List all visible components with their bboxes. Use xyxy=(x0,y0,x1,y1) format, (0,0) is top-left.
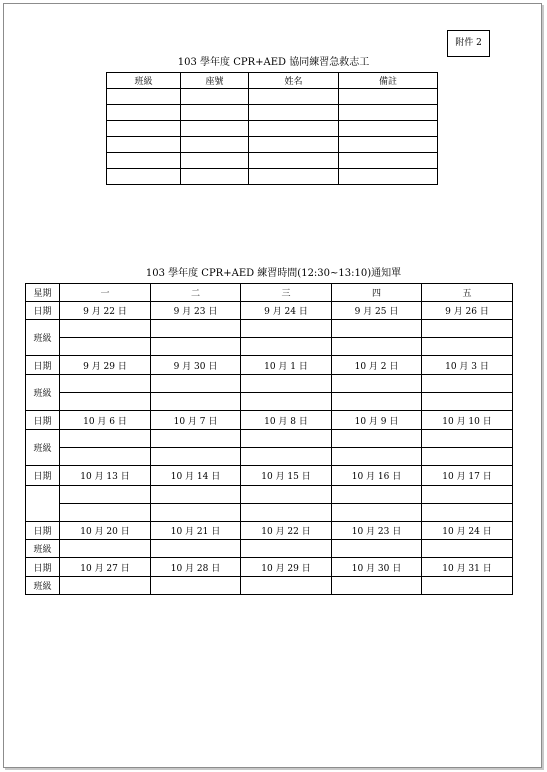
date-cell: 10 月 31 日 xyxy=(422,558,513,577)
date-row-label: 日期 xyxy=(26,302,60,320)
class-cell[interactable] xyxy=(151,430,241,448)
date-cell: 10 月 15 日 xyxy=(241,466,332,486)
class-row xyxy=(26,504,513,522)
class-row-label: 班級 xyxy=(26,577,60,595)
class-row-label: 班級 xyxy=(26,540,60,558)
date-cell: 10 月 28 日 xyxy=(151,558,241,577)
volunteer-cell[interactable] xyxy=(339,153,438,169)
volunteer-row xyxy=(107,137,438,153)
date-row-label: 日期 xyxy=(26,411,60,430)
weekday-header-row xyxy=(26,284,513,302)
class-cell[interactable] xyxy=(422,338,513,356)
class-cell[interactable] xyxy=(332,504,422,522)
date-cell: 9 月 26 日 xyxy=(422,302,513,320)
schedule-table xyxy=(25,283,513,595)
date-cell: 10 月 7 日 xyxy=(151,411,241,430)
volunteer-table-title: 103 學年度 CPR+AED 協同練習急救志工 xyxy=(177,57,370,68)
volunteer-cell[interactable] xyxy=(339,137,438,153)
volunteer-cell[interactable] xyxy=(249,137,339,153)
volunteer-table-header-row xyxy=(107,73,438,89)
date-cell: 10 月 29 日 xyxy=(241,558,332,577)
volunteer-row xyxy=(107,121,438,137)
date-row-label: 日期 xyxy=(26,466,60,486)
weekday-wed: 三 xyxy=(241,284,332,302)
class-cell[interactable] xyxy=(60,486,151,504)
weekday-fri: 五 xyxy=(422,284,513,302)
class-cell[interactable] xyxy=(151,486,241,504)
class-cell[interactable] xyxy=(422,577,513,595)
class-cell[interactable] xyxy=(422,486,513,504)
date-cell: 10 月 21 日 xyxy=(151,522,241,540)
volunteer-table xyxy=(106,72,438,185)
volunteer-cell[interactable] xyxy=(107,105,181,121)
class-cell[interactable] xyxy=(241,486,332,504)
class-cell[interactable] xyxy=(422,393,513,411)
date-cell: 10 月 24 日 xyxy=(422,522,513,540)
date-cell: 10 月 30 日 xyxy=(332,558,422,577)
class-cell[interactable] xyxy=(60,504,151,522)
class-row xyxy=(26,577,513,595)
attachment-badge: 附件 2 xyxy=(447,30,490,57)
class-cell[interactable] xyxy=(332,577,422,595)
date-row-label: 日期 xyxy=(26,356,60,375)
class-row xyxy=(26,320,513,338)
class-row xyxy=(26,540,513,558)
weekday-mon: 一 xyxy=(60,284,151,302)
date-cell: 9 月 22 日 xyxy=(60,302,151,320)
volunteer-cell[interactable] xyxy=(107,153,181,169)
date-cell: 10 月 17 日 xyxy=(422,466,513,486)
date-row xyxy=(26,302,513,320)
date-cell: 10 月 20 日 xyxy=(60,522,151,540)
date-cell: 10 月 10 日 xyxy=(422,411,513,430)
class-cell[interactable] xyxy=(241,540,332,558)
date-cell: 9 月 29 日 xyxy=(60,356,151,375)
class-row xyxy=(26,375,513,393)
date-row-label: 日期 xyxy=(26,558,60,577)
class-cell[interactable] xyxy=(422,320,513,338)
schedule-table-title: 103 學年度 CPR+AED 練習時間(12:30~13:10)通知單 xyxy=(145,268,402,279)
volunteer-cell[interactable] xyxy=(249,105,339,121)
class-cell[interactable] xyxy=(151,504,241,522)
class-cell[interactable] xyxy=(60,577,151,595)
header-class: 班級 xyxy=(107,73,181,89)
weekday-thu: 四 xyxy=(332,284,422,302)
class-cell[interactable] xyxy=(60,430,151,448)
class-cell[interactable] xyxy=(241,504,332,522)
class-cell[interactable] xyxy=(241,430,332,448)
date-cell: 10 月 6 日 xyxy=(60,411,151,430)
class-cell[interactable] xyxy=(151,338,241,356)
volunteer-cell[interactable] xyxy=(181,169,249,185)
class-cell[interactable] xyxy=(60,375,151,393)
class-row-label: 班級 xyxy=(26,375,60,411)
class-cell[interactable] xyxy=(241,577,332,595)
class-row-label xyxy=(26,486,60,522)
class-row xyxy=(26,486,513,504)
class-cell[interactable] xyxy=(332,486,422,504)
date-cell: 10 月 1 日 xyxy=(241,356,332,375)
class-cell[interactable] xyxy=(151,448,241,466)
date-cell: 10 月 27 日 xyxy=(60,558,151,577)
class-row xyxy=(26,448,513,466)
date-cell: 10 月 3 日 xyxy=(422,356,513,375)
class-cell[interactable] xyxy=(60,338,151,356)
date-cell: 9 月 30 日 xyxy=(151,356,241,375)
date-row xyxy=(26,522,513,540)
volunteer-cell[interactable] xyxy=(107,89,181,105)
class-cell[interactable] xyxy=(241,338,332,356)
class-row-label: 班級 xyxy=(26,320,60,356)
class-cell[interactable] xyxy=(151,320,241,338)
date-row xyxy=(26,356,513,375)
date-cell: 9 月 25 日 xyxy=(332,302,422,320)
weekday-label: 星期 xyxy=(26,284,60,302)
class-cell[interactable] xyxy=(422,448,513,466)
class-cell[interactable] xyxy=(60,540,151,558)
class-cell[interactable] xyxy=(241,320,332,338)
date-cell: 10 月 16 日 xyxy=(332,466,422,486)
volunteer-cell[interactable] xyxy=(249,89,339,105)
volunteer-cell[interactable] xyxy=(249,121,339,137)
class-cell[interactable] xyxy=(241,448,332,466)
volunteer-cell[interactable] xyxy=(181,121,249,137)
class-cell[interactable] xyxy=(241,393,332,411)
date-row xyxy=(26,411,513,430)
class-cell[interactable] xyxy=(332,320,422,338)
volunteer-cell[interactable] xyxy=(181,105,249,121)
header-remarks: 備註 xyxy=(339,73,438,89)
volunteer-cell[interactable] xyxy=(339,169,438,185)
weekday-tue: 二 xyxy=(151,284,241,302)
class-cell[interactable] xyxy=(332,338,422,356)
class-cell[interactable] xyxy=(60,448,151,466)
class-cell[interactable] xyxy=(241,375,332,393)
date-cell: 10 月 23 日 xyxy=(332,522,422,540)
volunteer-cell[interactable] xyxy=(107,137,181,153)
volunteer-cell[interactable] xyxy=(339,89,438,105)
volunteer-row xyxy=(107,89,438,105)
volunteer-row xyxy=(107,169,438,185)
class-cell[interactable] xyxy=(422,540,513,558)
header-seat-number: 座號 xyxy=(181,73,249,89)
date-cell: 9 月 24 日 xyxy=(241,302,332,320)
date-row xyxy=(26,558,513,577)
volunteer-cell[interactable] xyxy=(181,153,249,169)
volunteer-cell[interactable] xyxy=(107,169,181,185)
volunteer-cell[interactable] xyxy=(339,105,438,121)
date-row-label: 日期 xyxy=(26,522,60,540)
header-name: 姓名 xyxy=(249,73,339,89)
date-cell: 10 月 13 日 xyxy=(60,466,151,486)
class-cell[interactable] xyxy=(332,448,422,466)
class-cell[interactable] xyxy=(332,430,422,448)
date-cell: 10 月 8 日 xyxy=(241,411,332,430)
volunteer-cell[interactable] xyxy=(181,89,249,105)
date-row xyxy=(26,466,513,486)
volunteer-cell[interactable] xyxy=(181,137,249,153)
class-cell[interactable] xyxy=(332,540,422,558)
class-cell[interactable] xyxy=(332,393,422,411)
class-row-label: 班級 xyxy=(26,430,60,466)
class-cell[interactable] xyxy=(60,393,151,411)
class-row xyxy=(26,393,513,411)
class-cell[interactable] xyxy=(422,375,513,393)
class-cell[interactable] xyxy=(151,540,241,558)
class-row xyxy=(26,338,513,356)
class-cell[interactable] xyxy=(151,375,241,393)
volunteer-cell[interactable] xyxy=(339,121,438,137)
class-cell[interactable] xyxy=(151,393,241,411)
volunteer-cell[interactable] xyxy=(249,169,339,185)
class-cell[interactable] xyxy=(332,375,422,393)
class-cell[interactable] xyxy=(151,577,241,595)
date-cell: 10 月 14 日 xyxy=(151,466,241,486)
class-cell[interactable] xyxy=(422,504,513,522)
volunteer-row xyxy=(107,153,438,169)
date-cell: 10 月 2 日 xyxy=(332,356,422,375)
volunteer-row xyxy=(107,105,438,121)
class-row xyxy=(26,430,513,448)
date-cell: 10 月 9 日 xyxy=(332,411,422,430)
class-cell[interactable] xyxy=(60,320,151,338)
date-cell: 9 月 23 日 xyxy=(151,302,241,320)
date-cell: 10 月 22 日 xyxy=(241,522,332,540)
volunteer-cell[interactable] xyxy=(249,153,339,169)
volunteer-cell[interactable] xyxy=(107,121,181,137)
class-cell[interactable] xyxy=(422,430,513,448)
